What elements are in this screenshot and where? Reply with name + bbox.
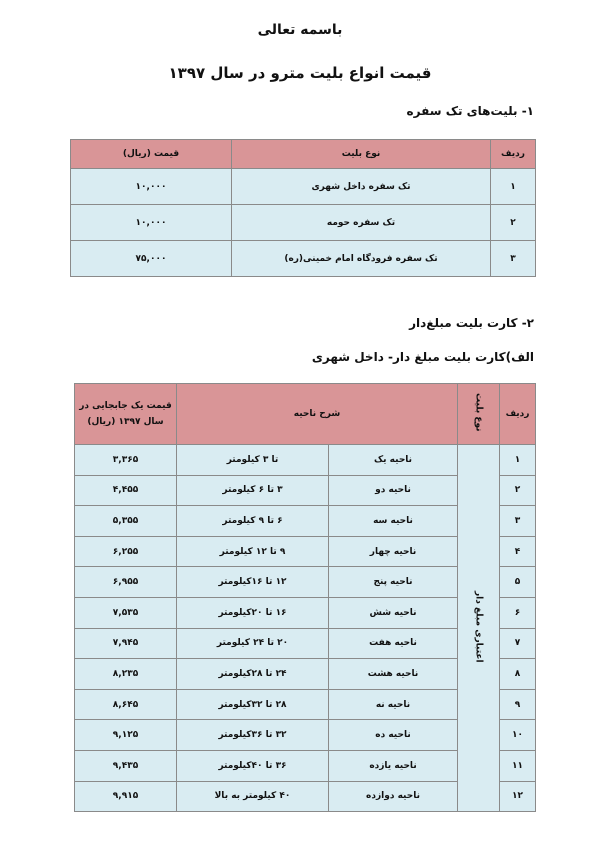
col-price-line2: سال ۱۳۹۷ (ریال) <box>87 417 164 427</box>
cell-zone: ناحیه سه <box>329 506 458 537</box>
table-header-row <box>71 140 536 169</box>
col-desc-header: شرح ناحیه <box>177 384 458 445</box>
cell-ticket-type <box>458 445 500 812</box>
cell-range: ۳۲ تا ۳۶کیلومتر <box>177 720 329 751</box>
cell-zone: ناحیه ده <box>329 720 458 751</box>
cell-range: ۲۰ تا ۲۴ کیلومتر <box>177 628 329 659</box>
cell-zone: ناحیه نه <box>329 689 458 720</box>
section1-heading: ۱- بلیت‌های تک سفره <box>406 104 534 118</box>
cell-zone: ناحیه یک <box>329 445 458 476</box>
invocation: باسمه تعالی <box>257 22 343 38</box>
col-row-header: ردیف <box>491 140 536 169</box>
cell-type: تک سفره فرودگاه امام خمینی(ره) <box>232 241 491 277</box>
cell-price: ۹,۴۳۵ <box>75 750 177 781</box>
cell-num: ۲ <box>491 205 536 241</box>
cell-price: ۳,۳۶۵ <box>75 445 177 476</box>
cell-zone: ناحیه یازده <box>329 750 458 781</box>
cell-price: ۷,۵۳۵ <box>75 597 177 628</box>
cell-num: ۳ <box>500 506 536 537</box>
cell-zone: ناحیه پنج <box>329 567 458 598</box>
cell-price: ۹,۱۲۵ <box>75 720 177 751</box>
table-header-row <box>75 384 536 445</box>
cell-zone: ناحیه شش <box>329 597 458 628</box>
cell-num: ۹ <box>500 689 536 720</box>
cell-num: ۷ <box>500 628 536 659</box>
cell-price: ۷۵,۰۰۰ <box>71 241 232 277</box>
cell-price: ۴,۴۵۵ <box>75 475 177 506</box>
col-row-header: ردیف <box>500 384 536 445</box>
table-row <box>71 241 536 277</box>
col-type-header <box>458 384 500 445</box>
cell-num: ۱۰ <box>500 720 536 751</box>
cell-price: ۶,۹۵۵ <box>75 567 177 598</box>
cell-price: ۱۰,۰۰۰ <box>71 205 232 241</box>
cell-price: ۸,۶۴۵ <box>75 689 177 720</box>
table-row <box>71 169 536 205</box>
cell-range: ۲۸ تا ۳۲کیلومتر <box>177 689 329 720</box>
cell-range: ۱۲ تا ۱۶کیلومتر <box>177 567 329 598</box>
section2-subheading: الف)کارت بلیت مبلغ دار- داخل شهری <box>311 350 534 364</box>
table-row <box>75 445 536 476</box>
cell-price: ۵,۳۵۵ <box>75 506 177 537</box>
cell-range: ۱۶ تا ۲۰کیلومتر <box>177 597 329 628</box>
cell-price: ۱۰,۰۰۰ <box>71 169 232 205</box>
col-type-label: نوع بلیت <box>473 393 484 432</box>
table-row <box>71 205 536 241</box>
cell-num: ۶ <box>500 597 536 628</box>
cell-num: ۳ <box>491 241 536 277</box>
ticket-type-label: اعتباری مبلغ دار <box>473 590 484 663</box>
cell-range: ۹ تا ۱۲ کیلومتر <box>177 536 329 567</box>
col-price-line1: قیمت یک جابجایی در <box>79 401 172 411</box>
section2-heading: ۲- کارت بلیت مبلغ‌دار <box>409 316 534 330</box>
cell-zone: ناحیه چهار <box>329 536 458 567</box>
cell-num: ۵ <box>500 567 536 598</box>
cell-type: تک سفره داخل شهری <box>232 169 491 205</box>
col-price-header: قیمت (ریال) <box>71 140 232 169</box>
cell-num: ۱ <box>491 169 536 205</box>
cell-num: ۱۱ <box>500 750 536 781</box>
cell-num: ۲ <box>500 475 536 506</box>
cell-zone: ناحیه هشت <box>329 659 458 690</box>
cell-price: ۷,۹۴۵ <box>75 628 177 659</box>
cell-num: ۱ <box>500 445 536 476</box>
cell-zone: ناحیه هفت <box>329 628 458 659</box>
cell-range: ۳ تا ۶ کیلومتر <box>177 475 329 506</box>
single-trip-table <box>70 139 536 277</box>
cell-zone: ناحیه دوازده <box>329 781 458 812</box>
cell-range: ۶ تا ۹ کیلومتر <box>177 506 329 537</box>
cell-price: ۹,۹۱۵ <box>75 781 177 812</box>
cell-type: تک سفره حومه <box>232 205 491 241</box>
cell-range: ۴۰ کیلومتر به بالا <box>177 781 329 812</box>
cell-range: ۳۶ تا ۴۰کیلومتر <box>177 750 329 781</box>
stored-value-table <box>74 383 536 812</box>
cell-price: ۶,۲۵۵ <box>75 536 177 567</box>
col-type-header: نوع بلیت <box>232 140 491 169</box>
cell-num: ۱۲ <box>500 781 536 812</box>
cell-zone: ناحیه دو <box>329 475 458 506</box>
col-price-header <box>75 384 177 445</box>
cell-price: ۸,۲۳۵ <box>75 659 177 690</box>
cell-num: ۸ <box>500 659 536 690</box>
cell-num: ۴ <box>500 536 536 567</box>
cell-range: ۲۴ تا ۲۸کیلومتر <box>177 659 329 690</box>
cell-range: تا ۳ کیلومتر <box>177 445 329 476</box>
page-title: قیمت انواع بلیت مترو در سال ۱۳۹۷ <box>168 64 432 82</box>
